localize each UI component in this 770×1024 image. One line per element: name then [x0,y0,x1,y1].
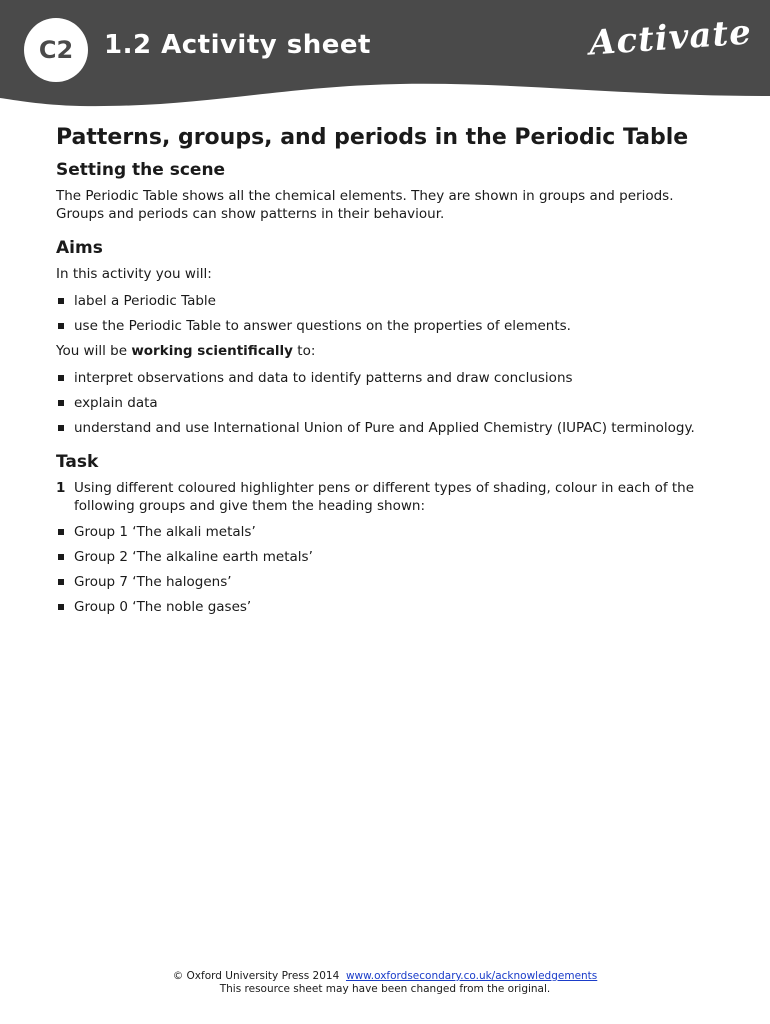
list-item: Group 7 ‘The halogens’ [56,573,706,591]
footer-note: This resource sheet may have been changed from the original. [219,983,551,995]
bullet-icon [58,400,64,406]
header-banner [0,0,770,120]
task-instruction: 1 Using different coloured highlighter pens or different types of shading, colour in each of the following groups and give them the heading shown: [56,480,695,514]
working-scientifically-bold: working scientifically [131,343,293,359]
aims-heading: Aims [56,238,103,258]
bullet-icon [58,554,64,560]
task-number: 1 [56,480,66,496]
footer-line-1 [0,970,770,983]
task-heading: Task [56,452,99,472]
acknowledgements-link[interactable]: www.oxfordsecondary.co.uk/acknowledgements [345,970,598,982]
sheet-title: 1.2 Activity sheet [104,30,371,60]
list-item: label a Periodic Table [56,292,706,310]
setting-text: The Periodic Table shows all the chemical elements. They are shown in groups and periods. Groups and periods can show patterns in their behaviour. [56,188,674,222]
list-item: explain data [56,394,706,412]
chapter-badge: C2 [24,18,88,82]
bullet-icon [58,425,64,431]
page-title: Patterns, groups, and periods in the Periodic Table [56,125,689,150]
bullet-icon [58,529,64,535]
copyright-text: © Oxford University Press 2014 [172,970,340,982]
activate-logo: Activate [587,12,754,64]
bullet-icon [58,375,64,381]
bullet-icon [58,579,64,585]
bullet-icon [58,298,64,304]
main-content [56,124,706,623]
list-item: interpret observations and data to identify patterns and draw conclusions [56,369,706,387]
aims-list [56,292,706,335]
working-scientifically-list [56,369,706,437]
list-item: Group 2 ‘The alkaline earth metals’ [56,548,706,566]
bullet-icon [58,323,64,329]
bullet-icon [58,604,64,610]
aims-intro: In this activity you will: [56,266,212,282]
group-list [56,523,706,616]
list-item: Group 1 ‘The alkali metals’ [56,523,706,541]
list-item: use the Periodic Table to answer questions on the properties of elements. [56,317,706,335]
list-item: understand and use International Union of Pure and Applied Chemistry (IUPAC) terminology. [56,419,706,437]
working-scientifically-intro: You will be working scientifically to: [56,343,316,359]
list-item: Group 0 ‘The noble gases’ [56,598,706,616]
setting-heading: Setting the scene [56,160,226,180]
footer [0,970,770,996]
